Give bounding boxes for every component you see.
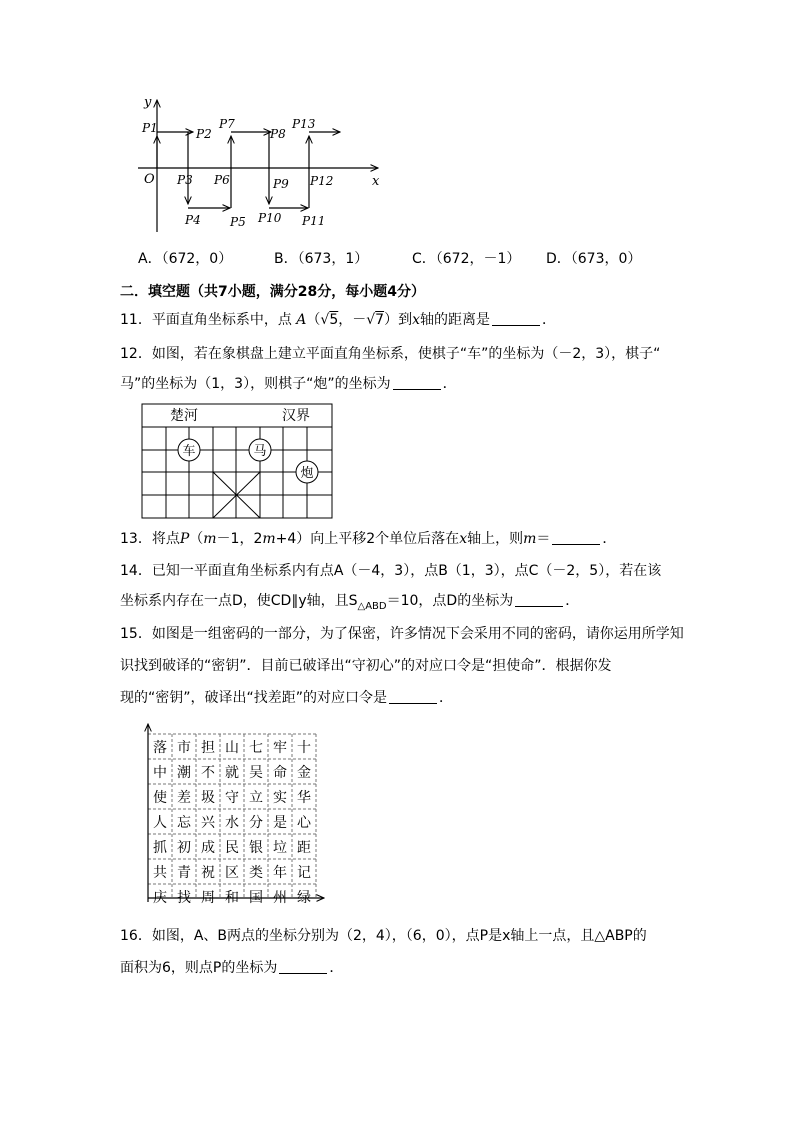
grid-char: 找 [177, 890, 191, 906]
grid-char: 抓 [153, 840, 167, 856]
point-label-p13: P13 [292, 117, 316, 131]
answer-blank[interactable] [515, 592, 563, 607]
chess-board [140, 402, 336, 520]
grid-char: 州 [273, 890, 287, 906]
q13-m2: m [262, 531, 276, 547]
grid-char: 成 [201, 840, 215, 856]
grid-char: 兴 [201, 815, 215, 831]
point-label-p1: P1 [142, 121, 158, 135]
q15-end: ． [439, 690, 454, 706]
zigzag-figure [130, 92, 390, 237]
answer-blank[interactable] [393, 375, 441, 390]
grid-char: 和 [225, 890, 239, 906]
grid-char: 落 [153, 740, 167, 756]
q11-radicand-2: 7 [375, 312, 385, 328]
q11-number: 11． [120, 312, 152, 328]
grid-char: 实 [273, 790, 287, 806]
question-15-line-3 [120, 688, 453, 708]
q15-text: 现的“密钥”，破译出“找差距”的对应口令是 [120, 690, 388, 706]
q13-a: 13．将点 [120, 531, 180, 547]
grid-char: 垃 [273, 840, 287, 856]
grid-char: 年 [273, 865, 287, 881]
password-grid [136, 720, 332, 910]
question-14-line-2 [120, 591, 579, 617]
grid-char: 牢 [273, 740, 287, 756]
q11-x: x [412, 312, 420, 328]
grid-char: 立 [249, 790, 263, 806]
grid-char: 绿 [297, 890, 311, 906]
grid-char: 周 [201, 890, 215, 906]
grid-char: 是 [273, 815, 287, 831]
q11-radicand-1: 5 [329, 312, 339, 328]
q13-c: －1，2 [216, 531, 263, 547]
q14-text-b: ＝10，点D的坐标为 [386, 593, 514, 609]
point-label-p11: P11 [302, 214, 326, 228]
grid-char: 类 [249, 865, 263, 881]
board-right-text: 汉界 [282, 408, 310, 424]
grid-char: 吴 [249, 765, 263, 781]
q13-m1: m [203, 531, 217, 547]
q11-coord-open: （ [306, 312, 321, 328]
grid-char: 不 [201, 765, 215, 781]
grid-char: 银 [249, 840, 263, 856]
question-15-line-2: 识找到破译的“密钥”．目前已破译出“守初心”的对应口令是“担使命”．根据你发 [120, 658, 612, 674]
q13-b: （ [189, 531, 204, 547]
answer-blank[interactable] [552, 530, 600, 545]
q12-end: ． [442, 376, 457, 392]
q13-f: ＝ [536, 531, 551, 547]
option-d[interactable]: D．（673，0） [546, 251, 642, 267]
q11-text-b: 轴的距离是 [420, 312, 490, 328]
question-15-line-1: 15．如图是一组密码的一部分，为了保密，许多情况下会采用不同的密码，请你运用所学知 [120, 626, 684, 642]
q14-end: ． [565, 593, 580, 609]
option-c[interactable]: C．（672，－1） [412, 251, 521, 267]
answer-blank[interactable] [389, 689, 437, 704]
grid-char: 民 [225, 840, 239, 856]
option-a[interactable]: A．（672，0） [138, 251, 233, 267]
q14-text-a: 坐标系内存在一点D，使CD∥y轴，且S [120, 593, 358, 609]
q11-sep: ，－ [338, 312, 367, 328]
grid-char: 距 [297, 840, 311, 856]
point-label-p5: P5 [230, 215, 246, 229]
question-14-line-1: 14．已知一平面直角坐标系内有点A（－4，3），点B（1，3），点C（－2，5），若在该 [120, 563, 662, 579]
point-label-p8: P8 [270, 127, 286, 141]
grid-char: 就 [225, 765, 239, 781]
x-axis-label: x [372, 174, 380, 189]
grid-char: 初 [177, 840, 191, 856]
option-b[interactable]: B．（673，1） [274, 251, 369, 267]
grid-char: 忘 [177, 815, 191, 831]
grid-char: 区 [225, 865, 239, 881]
point-label-p9: P9 [273, 177, 289, 191]
board-left-text: 楚河 [170, 408, 198, 424]
q12-text: 马”的坐标为（1，3），则棋子“炮”的坐标为 [120, 376, 391, 392]
q13-m3: m [523, 531, 537, 547]
grid-char: 使 [153, 790, 167, 806]
grid-char: 记 [297, 865, 311, 881]
grid-char: 差 [177, 790, 191, 806]
grid-char: 水 [225, 815, 239, 831]
q13-x: x [459, 531, 468, 547]
q13-e: 轴上，则 [467, 531, 524, 547]
q14-sub: △ABD [357, 600, 387, 612]
origin-label: O [144, 172, 155, 187]
piece-pao[interactable] [296, 461, 318, 483]
grid-char: 山 [225, 740, 239, 756]
q11-text-a: 平面直角坐标系中，点 [151, 312, 292, 328]
piece-ma[interactable] [249, 439, 271, 461]
grid-char: 圾 [201, 790, 215, 806]
q11-coord-close: ）到 [384, 312, 413, 328]
grid-char: 心 [297, 815, 311, 831]
grid-char: 潮 [177, 765, 191, 781]
q16-end: ． [329, 960, 344, 976]
grid-char: 守 [225, 790, 239, 806]
piece-ma-label: 马 [253, 444, 267, 459]
question-16-line-1: 16．如图，A、B两点的坐标分别为（2，4），（6，0），点P是x轴上一点，且△ABP的 [120, 928, 647, 944]
q11-point: A [296, 312, 307, 328]
grid-char: 市 [177, 740, 191, 756]
grid-char: 七 [249, 740, 263, 756]
grid-char: 祝 [201, 865, 215, 881]
q13-d: +4）向上平移2个单位后落在 [275, 531, 460, 547]
grid-char: 担 [201, 740, 215, 756]
grid-char: 中 [153, 765, 167, 781]
section-title: 二．填空题（共7小题，满分28分，每小题4分） [120, 284, 425, 300]
point-label-p10: P10 [258, 211, 282, 225]
grid-char: 命 [273, 765, 287, 781]
point-label-p2: P2 [196, 127, 212, 141]
question-12-line-1: 12．如图，若在象棋盘上建立平面直角坐标系，使棋子“车”的坐标为（－2，3），棋子“ [120, 346, 661, 362]
answer-blank[interactable] [492, 311, 540, 326]
answer-blank[interactable] [279, 959, 327, 974]
grid-char: 庆 [153, 890, 167, 906]
grid-char: 青 [177, 865, 191, 881]
point-label-p3: P3 [177, 173, 193, 187]
point-label-p7: P7 [219, 117, 235, 131]
piece-che-label: 车 [182, 444, 196, 459]
grid-char: 共 [153, 865, 167, 881]
piece-che[interactable] [178, 439, 200, 461]
piece-pao-label: 炮 [300, 466, 314, 481]
grid-char: 分 [249, 815, 263, 831]
grid-char: 十 [297, 740, 311, 756]
grid-char: 华 [297, 790, 311, 806]
y-axis-label: y [144, 95, 152, 110]
q13-p: P [179, 531, 190, 547]
grid-char: 人 [153, 815, 167, 831]
question-12-line-2 [120, 374, 457, 394]
grid-char: 金 [297, 765, 311, 781]
point-label-p6: P6 [214, 173, 230, 187]
question-16-line-2 [120, 958, 343, 978]
question-11: 11．平面直角坐标系中，点 A（√5，－√7）到x轴的距离是 ． [120, 312, 556, 328]
question-13 [120, 529, 616, 549]
point-label-p4: P4 [185, 213, 201, 227]
q13-end: ． [602, 531, 617, 547]
q11-end: ． [542, 312, 556, 328]
point-label-p12: P12 [310, 174, 334, 188]
grid-char: 国 [249, 890, 263, 906]
q16-text: 面积为6，则点P的坐标为 [120, 960, 278, 976]
